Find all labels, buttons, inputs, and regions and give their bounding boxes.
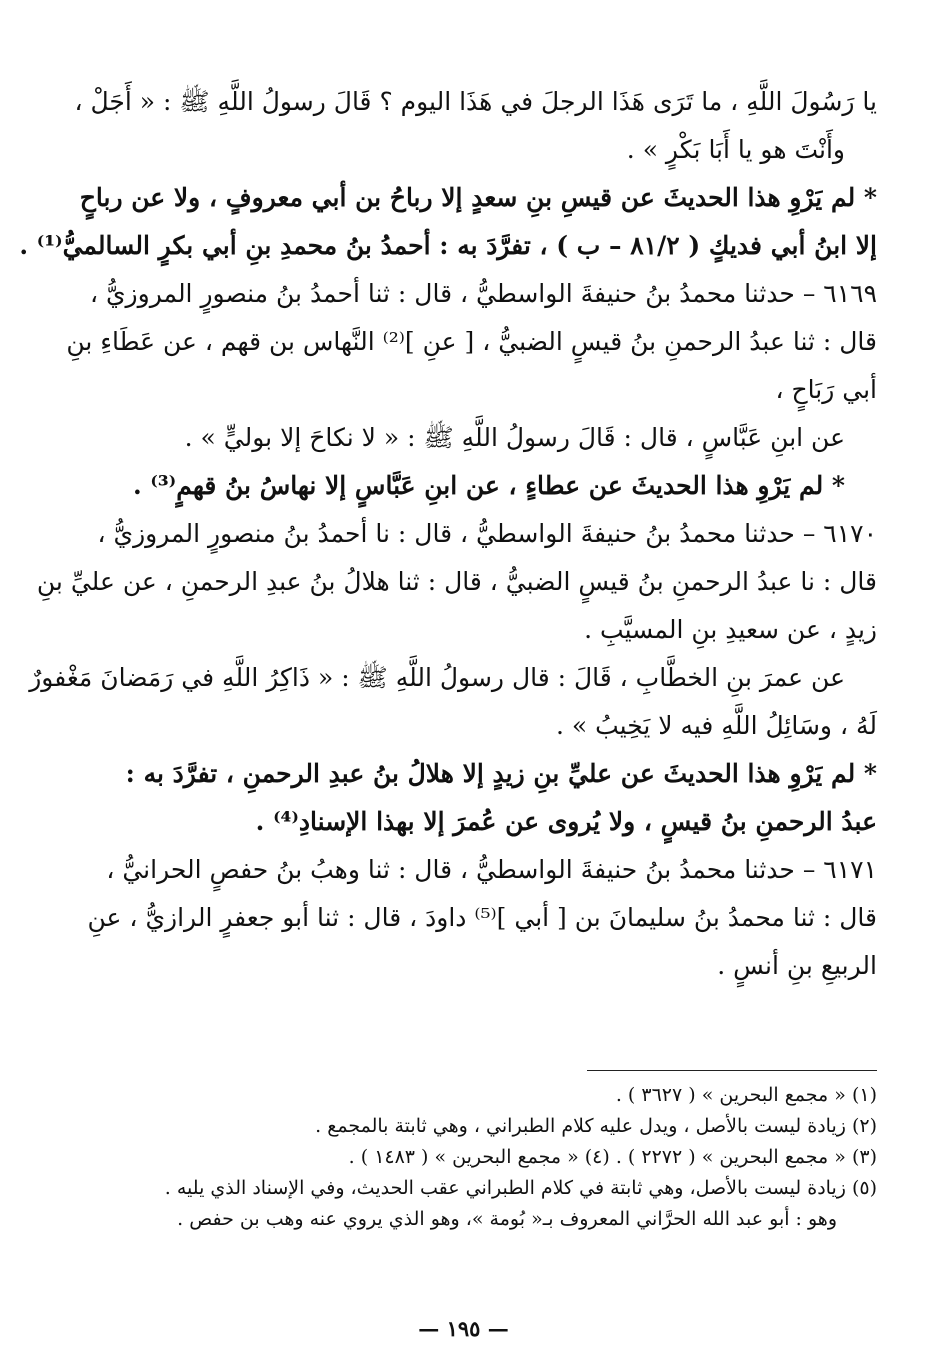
main-text: [19, 78, 877, 990]
footnotes: [58, 1080, 877, 1235]
hadith-6170-heading: ٦١٧٠ – حدثنا محمدُ بنُ حنيفةَ الواسطيُّ ، قال : نا أحمدُ بنُ منصورٍ المروزيُّ ،: [97, 519, 877, 548]
commentary-line: * لم يَرْوِ هذا الحديثَ عن قيسِ بنِ سعدٍ إلا رباحُ بن أبي معروفٍ ، ولا عن رباحٍ: [79, 183, 877, 212]
text-line: لَهُ ، وسَائِلُ اللَّهِ فيه لا يَخِيبُ » .: [555, 711, 877, 740]
commentary-line: عبدُ الرحمنِ بنُ قيسٍ ، ولا يُروى عن عُمرَ إلا بهذا الإسنادِ⁽⁴⁾ .: [255, 807, 877, 836]
footnote-1: (١) « مجمع البحرين » ( ٣٦٢٧ ) .: [615, 1084, 877, 1106]
footnote-5-continued: وهو : أبو عبد الله الحرَّاني المعروف بـ« بُومة »، وهو الذي يروي عنه وهب بن حفص .: [177, 1208, 837, 1230]
text-line: زيدٍ ، عن سعيدِ بنِ المسيَّبِ .: [584, 615, 877, 644]
text-line: عن ابنِ عَبَّاسٍ ، قال : قَالَ رسولُ اللَّهِ ﷺ : « لا نكاحَ إلا بوليٍّ » .: [184, 423, 845, 452]
text-line: قال : ثنا محمدُ بنُ سليمانَ بن [ أبي ]⁽⁵⁾ داودَ ، قال : ثنا أبو جعفرٍ الرازيُّ ، عنِ: [87, 903, 877, 932]
text-line: عن عمرَ بنِ الخطَّابِ ، قَالَ : قال رسولُ اللَّهِ ﷺ : « ذَاكِرُ اللَّهِ في رَمَضانَ مَغْفورٌ: [29, 663, 845, 692]
footnote-5: (٥) زيادة ليست بالأصل، وهي ثابتة في كلام الطبراني عقب الحديث، وفي الإسناد الذي يليه .: [164, 1177, 877, 1199]
footnote-3-4: (٣) « مجمع البحرين » ( ٢٢٧٢ ) . (٤) « مجمع البحرين » ( ١٤٨٣ ) .: [348, 1146, 877, 1168]
commentary-line: * لم يَرْوِ هذا الحديثَ عن عطاءٍ ، عن ابنِ عَبَّاسٍ إلا نهاسُ بنُ قهمٍ⁽³⁾ .: [132, 471, 845, 500]
hadith-6169-heading: ٦١٦٩ – حدثنا محمدُ بنُ حنيفةَ الواسطيُّ ، قال : ثنا أحمدُ بنُ منصورٍ المروزيُّ ،: [89, 279, 877, 308]
footnote-divider: [587, 1070, 877, 1071]
hadith-6171-heading: ٦١٧١ – حدثنا محمدُ بنُ حنيفةَ الواسطيُّ ، قال : ثنا وهبُ بنُ حفصٍ الحرانيُّ ،: [106, 855, 877, 884]
text-line: قال : ثنا عبدُ الرحمنِ بنُ قيسٍ الضبيُّ ، [ عنِ ]⁽²⁾ النَّهاس بن قهم ، عن عَطَاءِ بنِ: [66, 327, 877, 356]
commentary-line: إلا ابنُ أبي فديكٍ ( ٨١/٢ – ب ) ، تفرَّدَ به : أحمدُ بنُ محمدِ بنِ أبي بكرٍ السالميُّ⁽¹⁾ .: [19, 231, 877, 260]
commentary-line: * لم يَرْوِ هذا الحديثَ عن عليِّ بنِ زيدٍ إلا هلالُ بنُ عبدِ الرحمنِ ، تفرَّدَ به :: [125, 759, 877, 788]
page-number: — ١٩٥ —: [418, 1316, 509, 1341]
footnote-2: (٢) زيادة ليست بالأصل ، ويدل عليه كلام الطبراني ، وهي ثابتة بالمجمع .: [315, 1115, 877, 1137]
text-line: يا رَسُولَ اللَّهِ ، ما تَرَى هَذَا الرجلَ في هَذَا اليوم ؟ قَالَ رسولُ اللَّهِ ﷺ : « أَجَلْ ،: [74, 87, 877, 116]
text-line: قال : نا عبدُ الرحمنِ بنُ قيسٍ الضبيُّ ، قال : ثنا هلالُ بنُ عبدِ الرحمنِ ، عن عليِّ بنِ: [36, 567, 877, 596]
text-line: وأَنْتَ هو يا أَبَا بَكْرٍ » .: [626, 135, 845, 164]
text-line: أبي رَبَاحٍ ،: [775, 375, 877, 404]
text-line: الربيعِ بنِ أنسٍ .: [717, 951, 877, 980]
